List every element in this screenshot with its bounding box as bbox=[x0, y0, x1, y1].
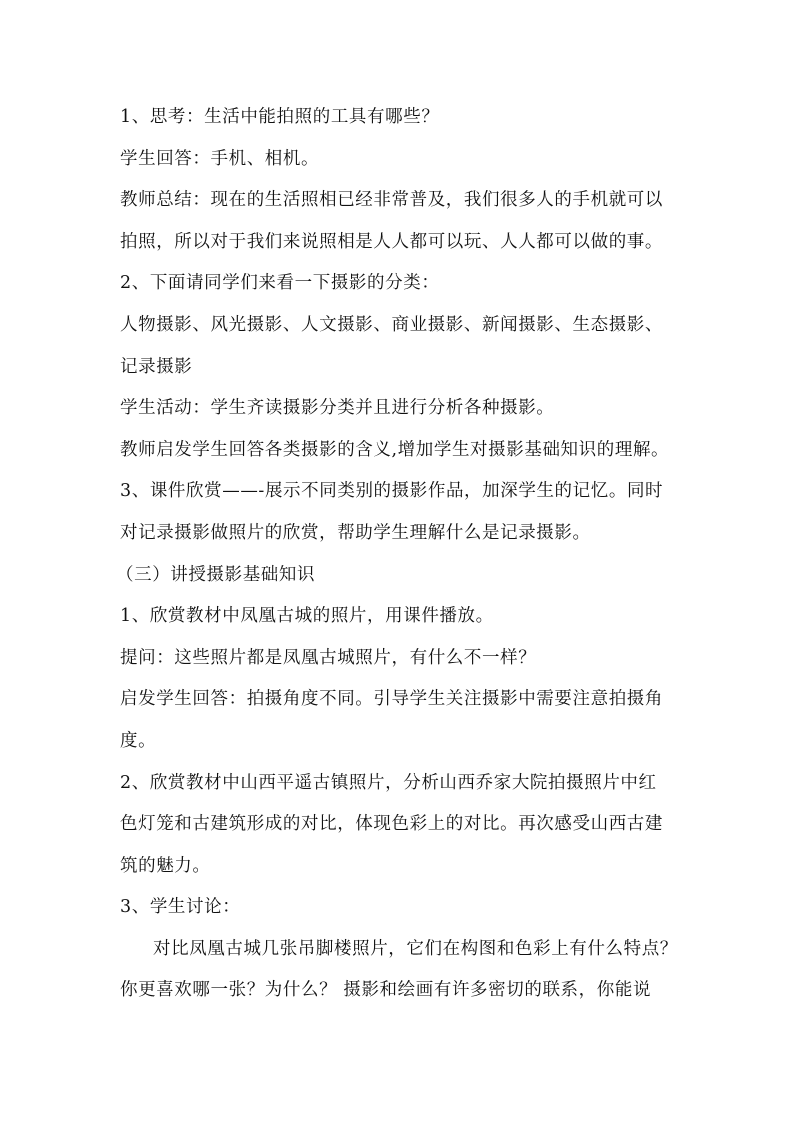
classification-intro: 2、下面请同学们来看一下摄影的分类： bbox=[120, 273, 440, 294]
pingyao-appreciation-line-1: 2、欣赏教材中山西平遥古镇照片，分析山西乔家大院拍摄照片中红 bbox=[120, 772, 657, 793]
teacher-guidance: 教师启发学生回答各类摄影的含义,增加学生对摄影基础知识的理解。 bbox=[120, 439, 670, 460]
discussion-question-line-1: 对比凤凰古城几张吊脚楼照片，它们在构图和色彩上有什么特点？ bbox=[153, 938, 678, 959]
inspire-answer-line-1: 启发学生回答：拍摄角度不同。引导学生关注摄影中需要注意拍摄角 bbox=[120, 689, 663, 710]
student-activity: 学生活动：学生齐读摄影分类并且进行分析各种摄影。 bbox=[120, 398, 555, 419]
classification-list-line-2: 记录摄影 bbox=[120, 356, 193, 377]
pingyao-appreciation-line-3: 筑的魅力。 bbox=[120, 855, 211, 876]
discussion-question-line-2: 你更喜欢哪一张？为什么？ 摄影和绘画有许多密切的联系，你能说 bbox=[120, 980, 652, 1001]
fenghuang-appreciation: 1、欣赏教材中凤凰古城的照片，用课件播放。 bbox=[120, 606, 494, 627]
section-heading: （三）讲授摄影基础知识 bbox=[116, 564, 316, 585]
thinking-question: 1、思考：生活中能拍照的工具有哪些？ bbox=[120, 107, 440, 127]
inspire-answer-line-2: 度。 bbox=[120, 730, 157, 751]
document-body bbox=[116, 101, 680, 1016]
courseware-appreciation-line-1: 3、课件欣赏——-展示不同类别的摄影作品，加深学生的记忆。同时 bbox=[120, 481, 664, 502]
classification-list-line-1: 人物摄影、风光摄影、人文摄影、商业摄影、新闻摄影、生态摄影、 bbox=[120, 314, 663, 335]
student-answer: 学生回答：手机、相机。 bbox=[120, 148, 320, 169]
question-prompt: 提问：这些照片都是凤凰古城照片，有什么不一样？ bbox=[120, 647, 537, 668]
courseware-appreciation-line-2: 对记录摄影做照片的欣赏，帮助学生理解什么是记录摄影。 bbox=[120, 522, 591, 543]
teacher-summary-line-1: 教师总结：现在的生活照相已经非常普及，我们很多人的手机就可以 bbox=[120, 190, 663, 211]
pingyao-appreciation-line-2: 色灯笼和古建筑形成的对比，体现色彩上的对比。再次感受山西古建 bbox=[120, 814, 663, 835]
student-discussion: 3、学生讨论： bbox=[120, 897, 241, 918]
teacher-summary-line-2: 拍照，所以对于我们来说照相是人人都可以玩、人人都可以做的事。 bbox=[120, 231, 663, 252]
